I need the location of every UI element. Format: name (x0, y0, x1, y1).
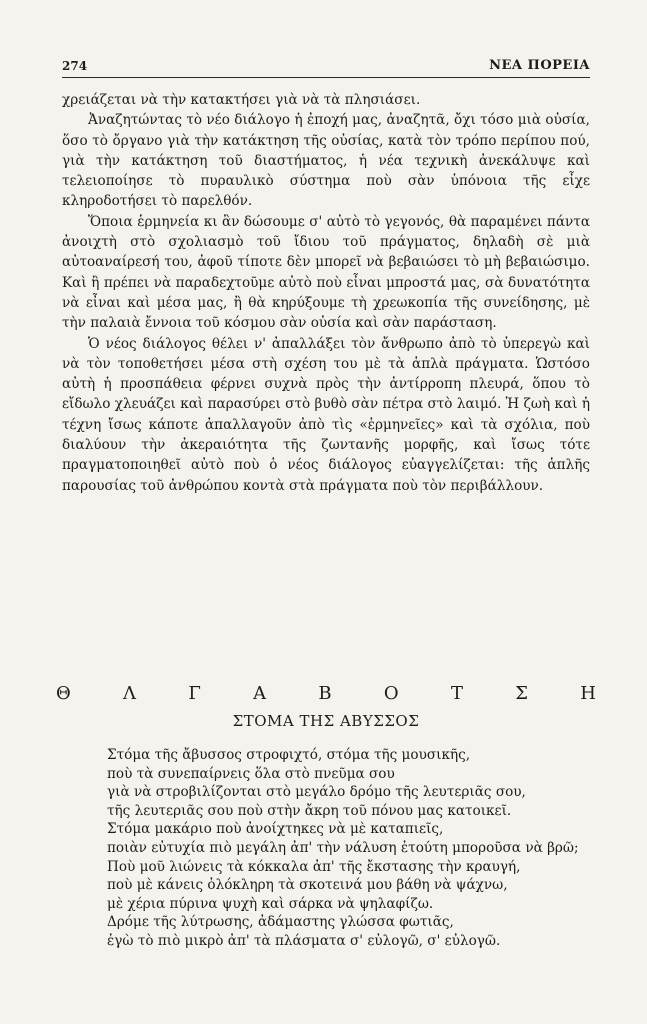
essay-text (62, 90, 590, 496)
author-letter: Θ (56, 683, 71, 704)
running-title: ΝΕΑ ΠΟΡΕΙΑ (489, 58, 590, 73)
poem-line: μὲ χέρια πύρινα ψυχὴ καὶ σάρκα νὰ ψηλαφίζω. (107, 895, 434, 912)
poem-line: ποὺ μὲ κάνεις ὁλόκληρη τὰ σκοτεινά μου βάθη νὰ ψάχνω, (107, 877, 508, 894)
paragraph: Ὅποια ἑρμηνεία κι ἂν δώσουμε σ' αὐτὸ τὸ γεγονός, θὰ παραμένει πάντα ἀνοιχτὴ στὸ σχολιασμὸ τοῦ ἴδιου τοῦ πράγματος, δηλαδὴ σὲ μιὰ αὐτοαναίρεσή του, ἀφοῦ τίποτε δὲν μπορεῖ νὰ βεβαιώσει τὸ μὴ βεβαιώσιμο. Καὶ ἢ πρέπει νὰ παραδεχτοῦμε αὐτὸ ποὺ εἶναι μπροστά μας, σὰ δυνατότητα νὰ εἶναι καὶ μέσα μας, ἢ θὰ κηρύξουμε τὴ χρεωκοπία τῆς συνείδησης, μὲ τὴν παλαιὰ ἔννοια τοῦ κόσμου σὰν οὐσία καὶ σὰν παράσταση. (62, 213, 590, 332)
author-letter: Σ (515, 683, 528, 704)
paragraph: χρειάζεται νὰ τὴν κατακτήσει γιὰ νὰ τὰ πλησιάσει. (62, 92, 421, 108)
page-number: 274 (62, 59, 88, 73)
poem-line: Δρόμε τῆς λύτρωσης, ἀδάμαστης γλώσσα φωτιᾶς, (107, 914, 454, 931)
poem-line: ποὺ τὰ συνεπαίρνεις ὅλα στὸ πνεῦμα σου (107, 765, 395, 782)
author-letter: Τ (450, 683, 463, 704)
poem-line: Στόμα τῆς ἄβυσσος στροφιχτό, στόμα τῆς μουσικῆς, (107, 747, 471, 763)
author-letter: Γ (188, 683, 201, 704)
author-letter: Η (580, 683, 596, 704)
poem-line: ποιὰν εὐτυχία πιὸ μεγάλη ἀπ' τὴν νάλυση ἐτούτη μποροῦσα νὰ βρῶ; (107, 839, 579, 856)
poem-author (56, 683, 596, 704)
author-letter: Λ (123, 683, 137, 704)
page-header (62, 55, 590, 78)
poem-line: Στόμα μακάριο ποὺ ἀνοίχτηκες νὰ μὲ καταπιεῖς, (107, 821, 444, 838)
paragraph: Ἀναζητώντας τὸ νέο διάλογο ἡ ἐποχή μας, ἀναζητᾶ, ὄχι τόσο μιὰ οὐσία, ὅσο τὸ ὄργανο γιὰ τὴν κατάκτηση τῆς οὐσίας, κατὰ τὸν τρόπο περίπου πού, γιὰ τὴν κατάκτηση τοῦ διαστήματος, ἡ νέα τεχνικὴ ἀνεκάλυψε καὶ τελειοποίησε τὸ πυραυλικὸ σύστημα ποὺ σὰν ὑπόνοια τῆς εἶχε κληροδοτήσει τὸ παρελθόν. (62, 112, 590, 210)
poem-line: ἐγὼ τὸ πιὸ μικρὸ ἀπ' τὰ πλάσματα σ' εὐλογῶ, σ' εὐλογῶ. (107, 932, 501, 949)
poem-line: Ποὺ μοῦ λιώνεις τὰ κόκκαλα ἀπ' τῆς ἔκστασης τὴν κραυγή, (107, 858, 521, 875)
poem-title: ΣΤΟΜΑ ΤΗΣ ΑΒΥΣΣΟΣ (232, 712, 420, 730)
poem-line: τῆς λευτεριᾶς σου ποὺ στὴν ἄκρη τοῦ πόνου μας κατοικεῖ. (107, 802, 512, 819)
paragraph: Ὁ νέος διάλογος θέλει ν' ἀπαλλάξει τὸν ἄνθρωπο ἀπὸ τὸ ὑπερεγὼ καὶ νὰ τὸν τοποθετήσει μέσα στὴ σχέση του μὲ τὰ ἁπλὰ πράγματα. Ὡστόσο αὐτὴ ἡ προσπάθεια φέρνει συχνὰ πρὸς τὴν ἀντίρροπη πλευρά, ὅπου τὸ εἴδωλο χλευάζει καὶ παρασύρει στὸ βυθὸ σὰν πέτρα στὸ λαιμό. Ἡ ζωὴ καὶ ἡ τέχνη ἴσως κάποτε ἀπαλλαγοῦν ἀπὸ τὶς «ἑρμηνεῖες» καὶ τὰ σχόλια, ποὺ διαλύουν τὴν ἀκεραιότητα τῆς ζωντανῆς μορφῆς, καὶ ἴσως τότε πραγματοποιηθεῖ αὐτὸ ποὺ ὁ νέος διάλογος εὐαγγελίζεται: τῆς ἁπλῆς παρουσίας τοῦ ἀνθρώπου κοντὰ στὰ πράγματα ποὺ τὸν περιβάλλουν. (62, 335, 590, 494)
author-letter: Α (253, 683, 267, 704)
author-letter: Β (318, 683, 332, 704)
author-letter: Ο (383, 683, 399, 704)
poem-body (107, 746, 577, 951)
poem-line: γιὰ νὰ στροβιλίζονται στὸ μεγάλο δρόμο τῆς λευτεριᾶς σου, (107, 784, 526, 801)
